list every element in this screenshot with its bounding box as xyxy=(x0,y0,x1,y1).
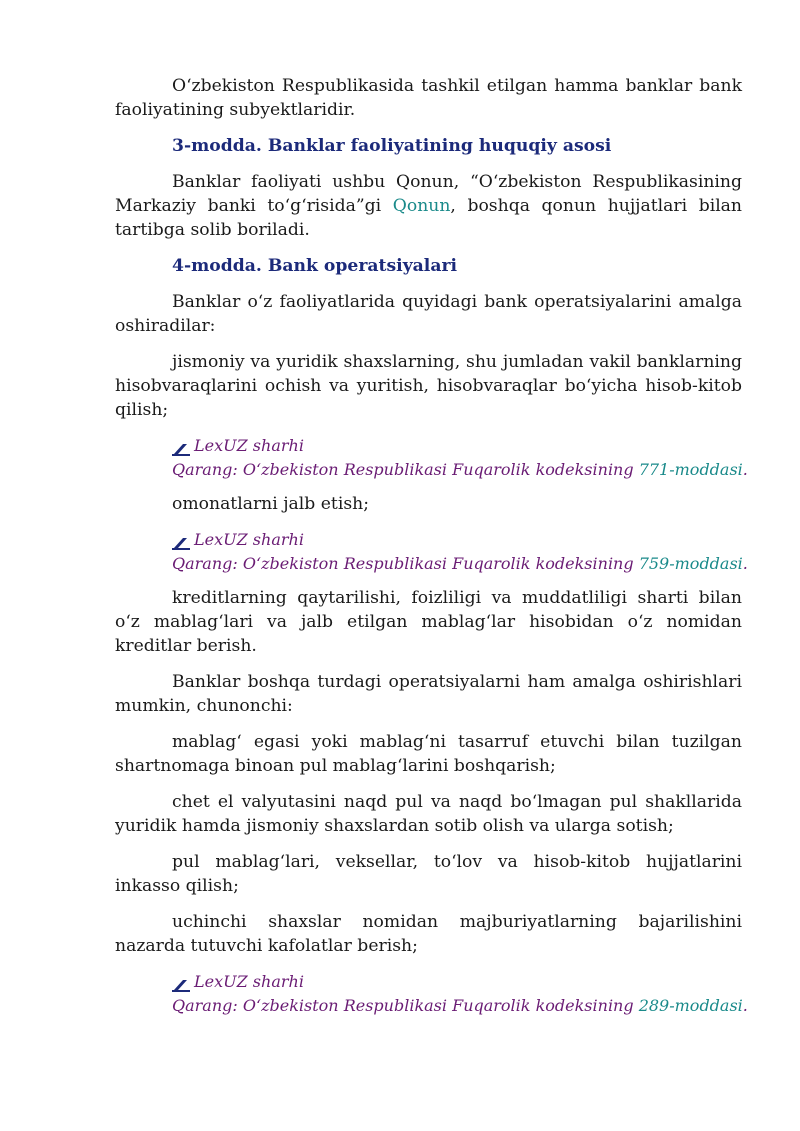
lexuz-comment-header[interactable] xyxy=(172,970,742,994)
comment-reference xyxy=(172,552,748,576)
article-link[interactable]: 759-moddasi xyxy=(638,554,743,573)
paragraph xyxy=(115,170,742,242)
lexuz-comment-label: LexUZ sharhi xyxy=(194,436,304,455)
comment-text: Qarang: O‘zbekiston Respublikasi Fuqarolik kodeksining xyxy=(172,996,639,1015)
lexuz-comment-header[interactable] xyxy=(172,434,742,458)
comment-end: . xyxy=(742,554,748,573)
paragraph-text: Banklar faoliyati ushbu Qonun, “O‘zbekiston Respublikasining Markaziy banki to‘g‘risida”gi xyxy=(115,172,742,216)
lexuz-comment xyxy=(115,528,748,576)
paragraph: Banklar o‘z faoliyatlarida quyidagi bank operatsiyalarini amalga oshiradilar: xyxy=(115,292,742,336)
pen-icon xyxy=(172,439,190,453)
lexuz-comment xyxy=(115,970,748,1018)
paragraph: pul mablag‘lari, veksellar, to‘lov va hisob-kitob hujjatlarini inkasso qilish; xyxy=(115,852,742,896)
comment-text: Qarang: O‘zbekiston Respublikasi Fuqarolik kodeksining xyxy=(172,460,639,479)
article-link[interactable]: 771-moddasi xyxy=(638,460,743,479)
paragraph: chet el valyutasini naqd pul va naqd bo‘lmagan pul shakllarida yuridik hamda jismoniy shaxslardan sotib olish va ularga sotish; xyxy=(115,792,742,836)
article-heading: 4-modda. Bank operatsiyalari xyxy=(172,256,458,276)
article-link[interactable]: 289-moddasi xyxy=(638,996,743,1015)
comment-reference xyxy=(172,458,748,482)
document-page xyxy=(115,74,748,1028)
paragraph: O‘zbekiston Respublikasida tashkil etilgan hamma banklar bank faoliyatining subyektlaridir. xyxy=(115,76,742,120)
pen-icon xyxy=(172,975,190,989)
paragraph: Banklar boshqa turdagi operatsiyalarni ham amalga oshirishlari mumkin, chunonchi: xyxy=(115,672,742,716)
pen-icon xyxy=(172,533,190,547)
paragraph: mablag‘ egasi yoki mablag‘ni tasarruf etuvchi bilan tuzilgan shartnomaga binoan pul mablag‘larini boshqarish; xyxy=(115,732,742,776)
paragraph: uchinchi shaxslar nomidan majburiyatlarning bajarilishini nazarda tutuvchi kafolatlar berish; xyxy=(115,912,742,956)
lexuz-comment-header[interactable] xyxy=(172,528,742,552)
law-link[interactable]: Qonun xyxy=(392,196,451,216)
comment-reference xyxy=(172,994,748,1018)
paragraph: jismoniy va yuridik shaxslarning, shu jumladan vakil banklarning hisobvaraqlarini ochish va yuritish, hisobvaraqlar bo‘yicha hisob-kitob qilish; xyxy=(115,352,742,420)
paragraph-text: , boshqa qonun hujjatlari bilan tartibga solib boriladi. xyxy=(115,196,743,240)
lexuz-comment-label: LexUZ sharhi xyxy=(194,972,304,991)
comment-text: Qarang: O‘zbekiston Respublikasi Fuqarolik kodeksining xyxy=(172,554,639,573)
comment-end: . xyxy=(742,996,748,1015)
article-heading: 3-modda. Banklar faoliyatining huquqiy asosi xyxy=(172,136,612,156)
lexuz-comment xyxy=(115,434,748,482)
paragraph: omonatlarni jalb etish; xyxy=(172,494,370,514)
lexuz-comment-label: LexUZ sharhi xyxy=(194,530,304,549)
paragraph: kreditlarning qaytarilishi, foizliligi va muddatliligi sharti bilan o‘z mablag‘lari va jalb etilgan mablag‘lar hisobidan o‘z nomidan kreditlar berish. xyxy=(115,588,742,656)
comment-end: . xyxy=(742,460,748,479)
